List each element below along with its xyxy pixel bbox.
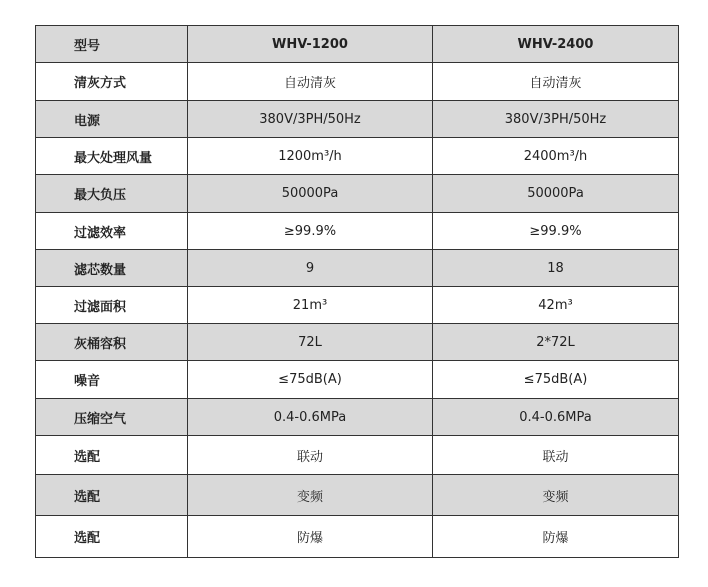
row-value-b: 联动 — [433, 436, 679, 475]
row-label: 灰桶容积 — [36, 324, 188, 361]
row-value-b: 自动清灰 — [433, 63, 679, 101]
row-label: 清灰方式 — [36, 63, 188, 101]
row-value-a: 50000Pa — [188, 175, 433, 213]
table-row — [36, 250, 679, 287]
row-value-a: 变频 — [188, 475, 433, 516]
table-row — [36, 475, 679, 516]
row-value-a: 自动清灰 — [188, 63, 433, 101]
table-row — [36, 213, 679, 250]
row-value-b: 0.4-0.6MPa — [433, 399, 679, 436]
table-row — [36, 436, 679, 475]
row-value-a: 防爆 — [188, 516, 433, 558]
table-row — [36, 399, 679, 436]
row-value-a: 1200m³/h — [188, 138, 433, 175]
table-header-row — [36, 26, 679, 63]
row-value-b: 42m³ — [433, 287, 679, 324]
row-value-b: 50000Pa — [433, 175, 679, 213]
row-label: 过滤效率 — [36, 213, 188, 250]
table-row — [36, 324, 679, 361]
row-label: 最大处理风量 — [36, 138, 188, 175]
table-row — [36, 175, 679, 213]
row-value-b: 2*72L — [433, 324, 679, 361]
row-value-b: 2400m³/h — [433, 138, 679, 175]
row-value-a: 21m³ — [188, 287, 433, 324]
row-value-b: 变频 — [433, 475, 679, 516]
table-row — [36, 63, 679, 101]
row-label: 选配 — [36, 436, 188, 475]
row-value-b: 18 — [433, 250, 679, 287]
row-label: 选配 — [36, 475, 188, 516]
spec-table — [35, 25, 679, 558]
header-model-a: WHV-1200 — [188, 26, 433, 63]
row-label: 电源 — [36, 101, 188, 138]
row-value-b: 防爆 — [433, 516, 679, 558]
table-row — [36, 138, 679, 175]
row-value-a: 72L — [188, 324, 433, 361]
spec-table-container — [35, 25, 678, 558]
row-value-a: ≥99.9% — [188, 213, 433, 250]
row-value-a: 联动 — [188, 436, 433, 475]
table-row — [36, 516, 679, 558]
table-row — [36, 287, 679, 324]
header-label: 型号 — [36, 26, 188, 63]
table-row — [36, 101, 679, 138]
row-label: 最大负压 — [36, 175, 188, 213]
table-row — [36, 361, 679, 399]
header-model-b: WHV-2400 — [433, 26, 679, 63]
row-label: 滤芯数量 — [36, 250, 188, 287]
row-value-b: 380V/3PH/50Hz — [433, 101, 679, 138]
row-label: 过滤面积 — [36, 287, 188, 324]
row-label: 选配 — [36, 516, 188, 558]
row-label: 压缩空气 — [36, 399, 188, 436]
row-value-a: 0.4-0.6MPa — [188, 399, 433, 436]
row-value-a: 9 — [188, 250, 433, 287]
row-value-b: ≤75dB(A) — [433, 361, 679, 399]
row-value-a: 380V/3PH/50Hz — [188, 101, 433, 138]
row-label: 噪音 — [36, 361, 188, 399]
row-value-a: ≤75dB(A) — [188, 361, 433, 399]
row-value-b: ≥99.9% — [433, 213, 679, 250]
